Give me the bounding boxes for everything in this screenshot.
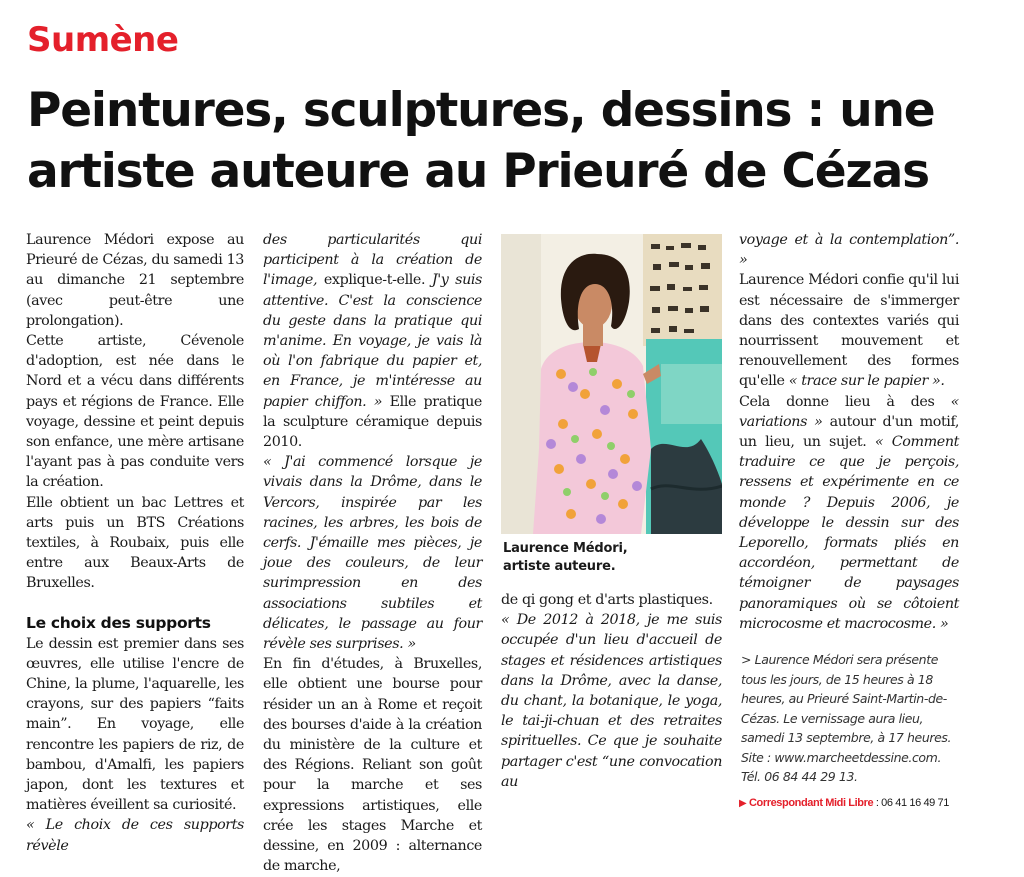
paragraph: Laurence Médori expose au Prieuré de Cézas, du samedi 13 au dimanche 21 septembre (avec peut-être une prolongation). [26,232,244,329]
quote-paragraph: « De 2012 à 2018, je me suis occupée d'un lieu d'accueil de stages et résidences artistiques dans la Drôme, avec la danse, du chant, la botanique, le yoga, le tai-ji-chuan et des retraites spirituelles. Ce que je souhaite partager c'est “une convocation au [501,612,722,790]
paragraph [739,392,959,634]
body-text: autour d'un motif, un lieu, un sujet. [739,413,960,451]
quote-text: des particularités qui participent à la création de l'image, [263,232,482,289]
body-text: Cela donne lieu à des [739,393,951,410]
paragraph: Elle obtient un bac Lettres et arts puis un BTS Créations textiles, à Roubaix, puis elle entre aux Beaux-Arts de Bruxelles. [26,494,244,592]
paragraph [739,270,959,391]
correspondent-line [739,793,959,814]
quote-paragraph: « J'ai commencé lorsque je vivais dans la Drôme, dans le Vercors, inspirée par les racines, les arbres, les bois de cerfs. J'émaille mes pièces, je joue des couleurs, de leur surimpression en des associations subtiles et délicates, le passage au four révèle ses surprises. » [263,454,482,653]
article-headline: Peintures, sculptures, dessins : une artiste auteure au Prieuré de Cézas [27,83,935,199]
artist-photo [501,234,722,534]
quote-paragraph: voyage et à la contemplation”. » [739,232,959,269]
artist-photo-illustration [501,234,722,534]
paragraph [263,230,482,452]
caption-line: Laurence Médori, [503,541,628,556]
section-label: Sumène [27,20,179,60]
quote-text: « Comment traduire ce que je perçois, ressens et expérimente en ce monde ? Depuis 2006, je développe le dessin sur des Leporello, formats pliés en accordéon, permettant de témoigner de paysages panoramiques où se côtoient microcosme et macrocosme. » [739,434,959,632]
article-column-2 [263,230,482,877]
photo-caption [503,540,627,576]
triangle-icon: ▶ [739,797,747,809]
article-column-4 [739,230,959,814]
paragraph: En fin d'études, à Bruxelles, elle obtient une bourse pour résider un an à Rome et reçoit des bourses d'aide à la création du ministère de la culture et des Régions. Reliant son goût pour la marche et ses expressions artistiques, elle crée les stages Marche et dessine, en 2009 : alternance de marche, [263,656,482,875]
body-text: explique-t-elle. [317,272,432,289]
paragraph: Cette artiste, Cévenole d'adoption, est née dans le Nord et a vécu dans différents pays et régions de France. Elle voyage, dessine et peint depuis son enfance, une mère artisane l'ayant pas à pas conduite vers la création. [26,333,244,491]
quote-text: « trace sur le papier ». [788,373,945,390]
quote-text: « variations » [739,393,959,430]
correspondent-label: Correspondant Midi Libre [748,796,874,809]
caption-line: artiste auteure. [503,559,616,574]
event-info: > Laurence Médori sera présente tous les jours, de 15 heures à 18 heures, au Prieuré Saint-Martin-de-Cézas. Le vernissage aura lieu, samedi 13 septembre, à 17 heures. Site : www.marcheetdessine.com. Tél. 06 84 44 29 13. [741,652,952,785]
quote-paragraph: « Le choix de ces supports révèle [26,817,244,854]
paragraph: Le dessin est premier dans ses œuvres, elle utilise l'encre de Chine, la plume, l'aquarelle, les crayons, sur des papiers “faits main”. En voyage, elle rencontre les papiers de riz, de bambou, d'Amalfi, les papiers japon, dont les textures et matières éveillent sa curiosité. [26,635,244,814]
body-text: Laurence Médori confie qu'il lui est nécessaire de s'immerger dans des contextes variés qui nourrissent mouvement et renouvellement des formes qu'elle [739,272,959,390]
subheading: Le choix des supports [26,613,211,632]
paragraph: de qi gong et d'arts plastiques. [501,592,713,608]
article-column-1 [26,230,244,856]
quote-text: J'y suis attentive. C'est la conscience du geste dans la pratique qui m'anime. En voyage, je vais là où l'on fabrique du papier et, en France, je m'intéresse au papier chiffon. » [263,272,482,410]
correspondent-phone: : 06 41 16 49 71 [873,796,949,809]
article-column-3 [501,590,722,792]
body-text: Elle pratique la sculpture céramique depuis 2010. [263,393,482,451]
